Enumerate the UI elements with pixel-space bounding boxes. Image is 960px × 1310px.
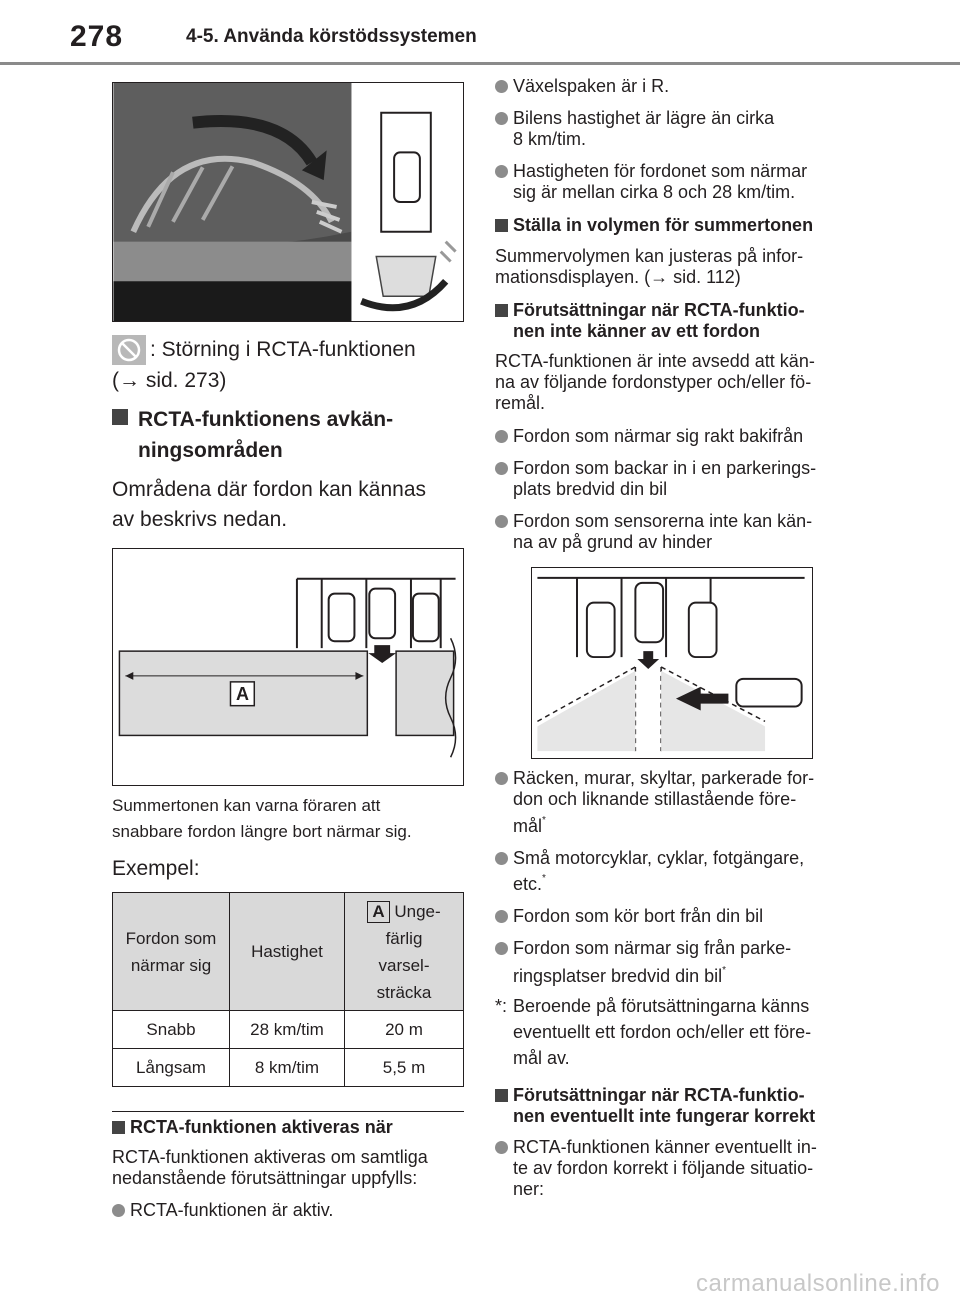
- list-item: Bilens hastighet är lägre än cirka 8 km/tim.: [495, 108, 774, 150]
- list-item-cont: ringsplatser bredvid din bil*: [513, 965, 727, 986]
- list-item-cont: mål*: [513, 815, 546, 836]
- heading-rcta-activated: RCTA-funktionen aktiveras när: [112, 1117, 393, 1138]
- camera-view-figure: [112, 82, 464, 322]
- square-bullet-icon: [112, 1121, 125, 1134]
- circle-bullet-icon: [495, 165, 508, 178]
- volume-text-2: mationsdisplayen. (→ sid. 112): [495, 267, 741, 287]
- circle-bullet-icon: [495, 112, 508, 125]
- separator-rule: [112, 1111, 464, 1112]
- square-bullet-icon: [495, 304, 508, 317]
- list-item: Hastigheten för fordonet som närmar sig är mellan cirka 8 och 28 km/tim.: [495, 161, 807, 203]
- list-item: Räcken, murar, skyltar, parkerade for- don och liknande stillastående före-: [495, 768, 814, 810]
- circle-bullet-icon: [495, 910, 508, 923]
- list-item-cont: etc.*: [513, 873, 546, 894]
- list-item: Fordon som backar in i en parkerings- plats bredvid din bil: [495, 458, 816, 500]
- heading-detection-areas: RCTA-funktionens avkän-: [112, 404, 393, 436]
- circle-bullet-icon: [495, 430, 508, 443]
- circle-bullet-icon: [495, 462, 508, 475]
- square-bullet-icon: [495, 1089, 508, 1102]
- intro-text-1: Områdena där fordon kan kännas: [112, 478, 427, 501]
- legend-page-ref: (→ sid. 273): [112, 369, 227, 392]
- caption-1: Summertonen kan varna föraren att: [112, 796, 381, 815]
- circle-bullet-icon: [495, 772, 508, 785]
- table-header-distance: A Unge- färlig varsel- sträcka: [345, 893, 464, 1011]
- heading-may-not-work: Förutsättningar när RCTA-funktio- nen eventuellt inte fungerar korrekt: [495, 1085, 815, 1127]
- list-item: RCTA-funktionen känner eventuellt in- te av fordon korrekt i följande situatio- ner:: [495, 1137, 817, 1200]
- circle-bullet-icon: [495, 515, 508, 528]
- circle-bullet-icon: [112, 1204, 125, 1217]
- circle-bullet-icon: [495, 852, 508, 865]
- footnote-text-2: eventuellt ett fordon och/eller ett före-: [513, 1022, 812, 1042]
- circle-bullet-icon: [495, 1141, 508, 1154]
- rcta-malfunction-icon: [112, 335, 146, 365]
- activate-text-2: nedanstående förutsättningar uppfylls:: [112, 1168, 418, 1188]
- intro-text-2: av beskrivs nedan.: [112, 508, 288, 531]
- list-item: Växelspaken är i R.: [495, 76, 669, 97]
- caption-2: snabbare fordon längre bort närmar sig.: [112, 822, 412, 841]
- footnote-text-1: Beroende på förutsättningarna känns: [513, 996, 810, 1016]
- figure-label-a: A: [236, 684, 249, 704]
- example-label: Exempel:: [112, 857, 200, 880]
- legend-text: : Störning i RCTA-funktionen: [150, 338, 416, 361]
- watermark: carmanualsonline.info: [696, 1270, 940, 1297]
- parking-obstacle-figure: [531, 567, 813, 759]
- cond-text-2: na av följande fordonstyper och/eller fö-: [495, 372, 812, 392]
- table-header-approaching: Fordon som närmar sig: [113, 893, 230, 1011]
- table-header-speed: Hastighet: [230, 893, 345, 1011]
- activate-text-1: RCTA-funktionen aktiveras om samtliga: [112, 1147, 428, 1167]
- parking-obstacle-illustration: [532, 568, 812, 758]
- page-number: 278: [70, 20, 124, 53]
- bullet-rcta-active: RCTA-funktionen är aktiv.: [112, 1200, 333, 1221]
- heading-not-detect: Förutsättningar när RCTA-funktio- nen inte känner av ett fordon: [495, 300, 805, 342]
- square-bullet-icon: [112, 409, 128, 425]
- section-title: 4-5. Använda körstödssystemen: [186, 26, 477, 47]
- circle-bullet-icon: [495, 942, 508, 955]
- square-bullet-icon: [495, 219, 508, 232]
- footnote-mark: *:: [495, 996, 508, 1016]
- circle-bullet-icon: [495, 80, 508, 93]
- table-row: Snabb 28 km/tim 20 m: [113, 1011, 464, 1049]
- list-item: Fordon som närmar sig rakt bakifrån: [495, 426, 803, 447]
- heading-volume: Ställa in volymen för summertonen: [495, 215, 813, 236]
- list-item: Fordon som sensorerna inte kan kän- na av på grund av hinder: [495, 511, 812, 553]
- heading-detection-areas-cont: ningsområden: [138, 439, 283, 462]
- list-item: Fordon som närmar sig från parke-: [495, 938, 791, 959]
- label-a-tag: A: [367, 901, 389, 923]
- list-item: Fordon som kör bort från din bil: [495, 906, 763, 927]
- cond-text-1: RCTA-funktionen är inte avsedd att kän-: [495, 351, 815, 371]
- detection-area-illustration: [113, 549, 463, 785]
- camera-view-illustration: [113, 83, 463, 321]
- table-row: Långsam 8 km/tim 5,5 m: [113, 1049, 464, 1087]
- list-item: Små motorcyklar, cyklar, fotgängare,: [495, 848, 804, 869]
- cond-text-3: remål.: [495, 393, 546, 413]
- warning-distance-table: [112, 892, 464, 1087]
- footnote-text-3: mål av.: [513, 1048, 570, 1068]
- header-rule: [0, 62, 960, 65]
- volume-text-1: Summervolymen kan justeras på infor-: [495, 246, 804, 266]
- detection-area-figure: [112, 548, 464, 786]
